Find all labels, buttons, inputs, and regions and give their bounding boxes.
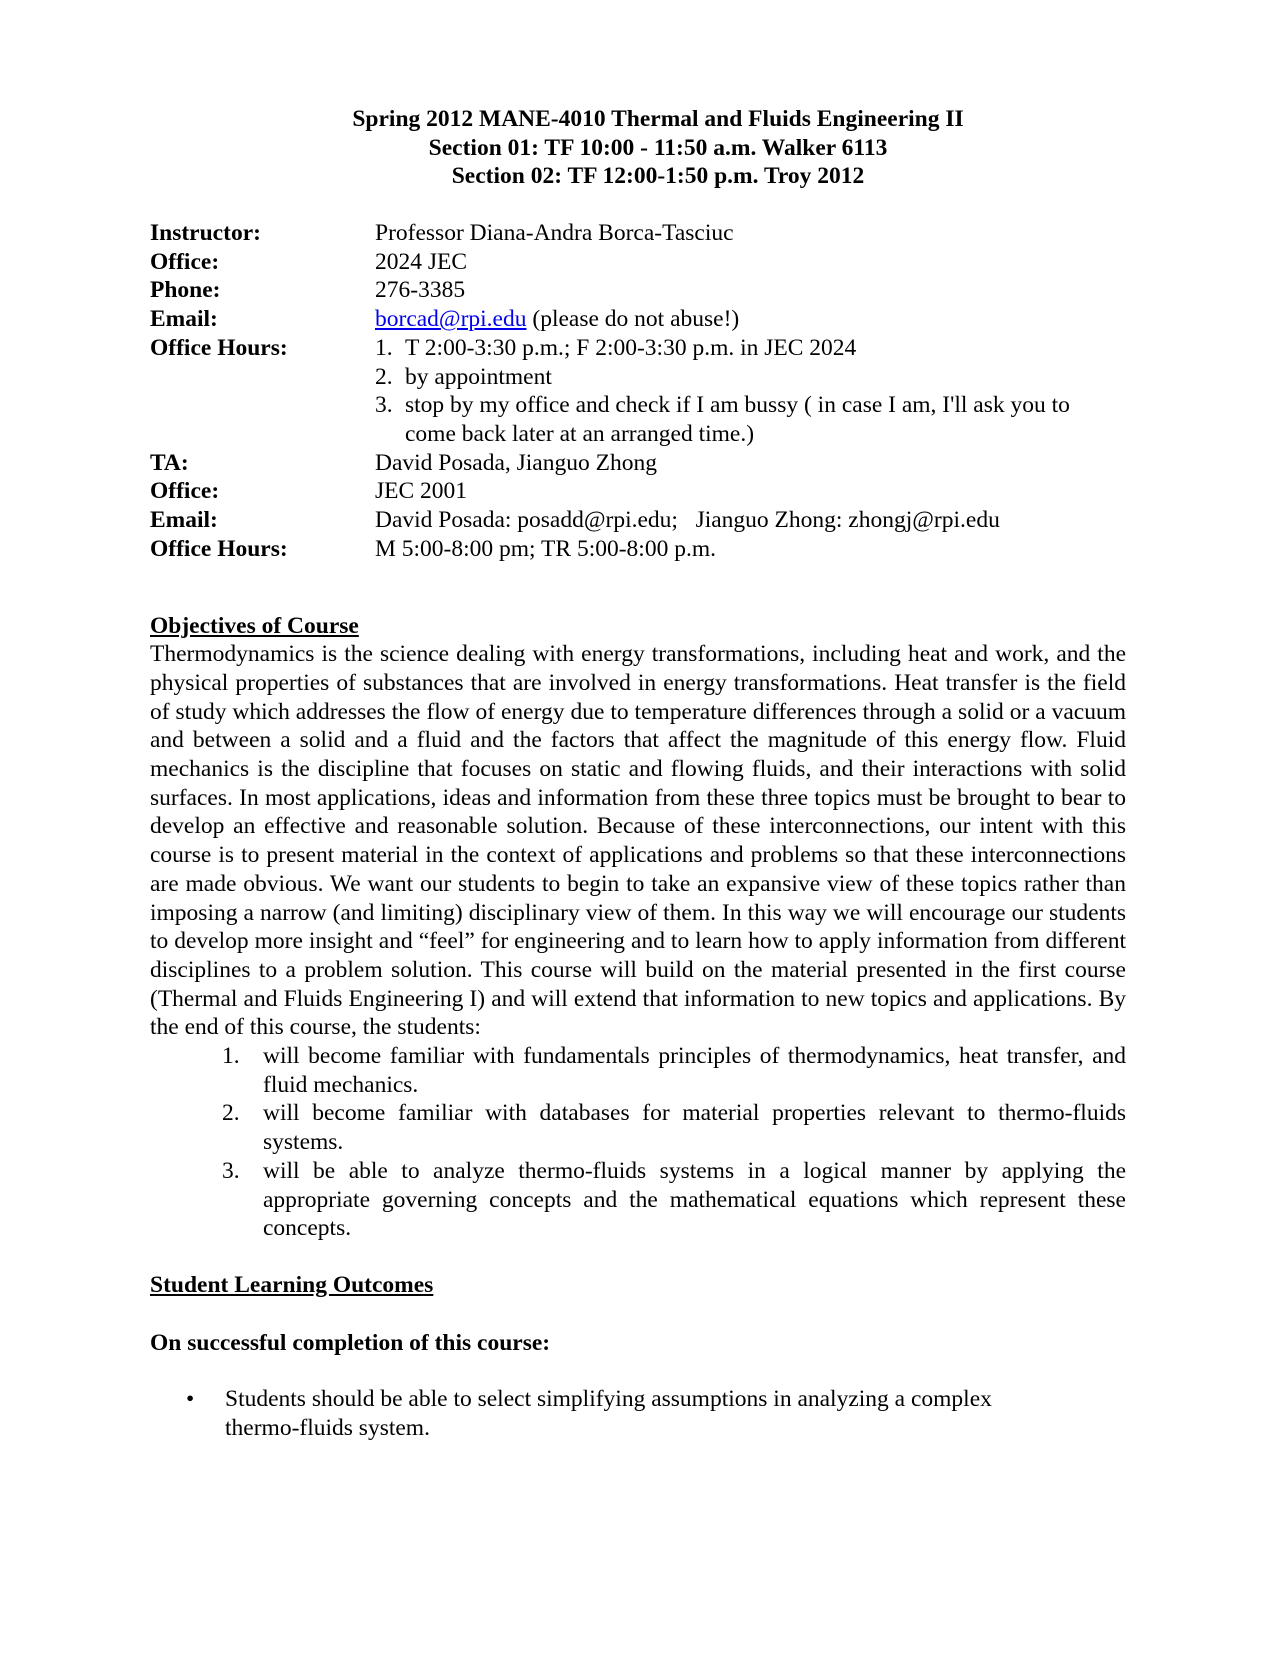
instructor-office-row (150, 248, 1126, 277)
instructor-email-label: Email: (150, 306, 218, 333)
objectives-list (150, 1042, 1126, 1243)
list-item-text: will become familiar with databases for material properties relevant to thermo-fluids systems. (263, 1100, 1126, 1156)
office-hours-number: 2. (375, 363, 393, 390)
instructor-name: Professor Diana-Andra Borca-Tasciuc (375, 220, 734, 247)
ta-hours-value: M 5:00-8:00 pm; TR 5:00-8:00 p.m. (375, 535, 716, 562)
instructor-office-label: Office: (150, 248, 220, 275)
list-item (222, 1099, 1126, 1156)
outcomes-bullet-list (150, 1385, 1126, 1442)
list-item-number: 3. (222, 1157, 240, 1184)
office-hours-item (375, 363, 1126, 392)
outcomes-section (150, 1271, 1126, 1443)
office-hours-number: 3. (375, 392, 393, 419)
ta-hours-row (150, 535, 1126, 564)
instructor-email-value (375, 305, 1126, 334)
bullet-icon: • (186, 1386, 195, 1413)
office-hours-number: 1. (375, 334, 393, 361)
syllabus-page (150, 105, 1126, 1443)
instructor-phone-row (150, 276, 1126, 305)
outcomes-heading: Student Learning Outcomes (150, 1271, 434, 1298)
ta-office-label: Office: (150, 478, 220, 505)
list-item (222, 1042, 1126, 1099)
instructor-office-value: 2024 JEC (375, 248, 468, 275)
ta-email-value: David Posada: posadd@rpi.edu; Jianguo Zhong: zhongj@rpi.edu (375, 507, 1000, 534)
ta-email-label: Email: (150, 507, 218, 534)
ta-row (150, 449, 1126, 478)
completion-subheading: On successful completion of this course: (150, 1329, 551, 1356)
instructor-row (150, 219, 1126, 248)
office-hours-item (375, 334, 1126, 363)
ta-office-row (150, 477, 1126, 506)
office-hours-item (375, 391, 1126, 448)
list-item-text: will be able to analyze thermo-fluids systems in a logical manner by applying the appropriate governing concepts and the mathematical equations which represent these concepts. (263, 1157, 1126, 1242)
instructor-label: Instructor: (150, 220, 261, 247)
instructor-hours-row (150, 334, 1126, 449)
course-header (190, 105, 1126, 191)
instructor-phone-label: Phone: (150, 277, 221, 304)
instructor-email-link[interactable]: borcad@rpi.edu (375, 306, 527, 333)
section-02-info: Section 02: TF 12:00-1:50 p.m. Troy 2012 (451, 163, 865, 190)
ta-email-row (150, 506, 1126, 535)
ta-hours-label: Office Hours: (150, 535, 288, 562)
section-01-info: Section 01: TF 10:00 - 11:50 a.m. Walker 6113 (428, 134, 888, 161)
list-item-text: Students should be able to select simplifying assumptions in analyzing a complex thermo-fluids system. (225, 1386, 992, 1442)
instructor-email-row (150, 305, 1126, 334)
instructor-phone-value: 276-3385 (375, 277, 466, 304)
instructor-email-note: (please do not abuse!) (526, 306, 740, 333)
list-item (150, 1385, 1126, 1442)
objectives-heading: Objectives of Course (150, 612, 359, 639)
course-title: Spring 2012 MANE-4010 Thermal and Fluids Engineering II (352, 106, 964, 132)
list-item-number: 2. (222, 1100, 240, 1127)
office-hours-text: by appointment (405, 363, 552, 390)
instructor-hours-list (375, 334, 1126, 449)
contact-info-table (150, 219, 1126, 563)
ta-names: David Posada, Jianguo Zhong (375, 449, 657, 476)
objectives-paragraph: Thermodynamics is the science dealing with energy transformations, including heat and work, and the physical properties of substances that are involved in energy transformations. Heat transfer is the field of study which addresses the flow of energy due to temperature differences through a solid or a vacuum and between a solid and a fluid and the factors that affect the magnitude of this energy flow. Fluid mechanics is the discipline that focuses on static and flowing fluids, and their interactions with solid surfaces. In most applications, ideas and information from these three topics must be brought to bear to develop an effective and reasonable solution. Because of these interconnections, our intent with this course is to present material in the context of applications and problems so that these interconnections are made obvious. We want our students to begin to take an expansive view of these topics rather than imposing a narrow (and limiting) disciplinary view of them. In this way we will encourage our students to develop more insight and “feel” for engineering and to learn how to apply information from different disciplines to a problem solution. This course will build on the material presented in the first course (Thermal and Fluids Engineering I) and will extend that information to new topics and applications. By the end of this course, the students: (150, 641, 1126, 1041)
ta-office-value: JEC 2001 (375, 478, 468, 505)
list-item-text: will become familiar with fundamentals principles of thermodynamics, heat transfer, and fluid mechanics. (263, 1043, 1126, 1098)
office-hours-text: stop by my office and check if I am bussy ( in case I am, I'll ask you to come back later at an arranged time.) (405, 392, 1070, 447)
office-hours-text: T 2:00-3:30 p.m.; F 2:00-3:30 p.m. in JEC 2024 (405, 334, 857, 361)
list-item-number: 1. (222, 1043, 240, 1070)
objectives-section (150, 612, 1126, 1243)
instructor-hours-label: Office Hours: (150, 334, 288, 361)
ta-label: TA: (150, 449, 189, 476)
list-item (222, 1157, 1126, 1243)
